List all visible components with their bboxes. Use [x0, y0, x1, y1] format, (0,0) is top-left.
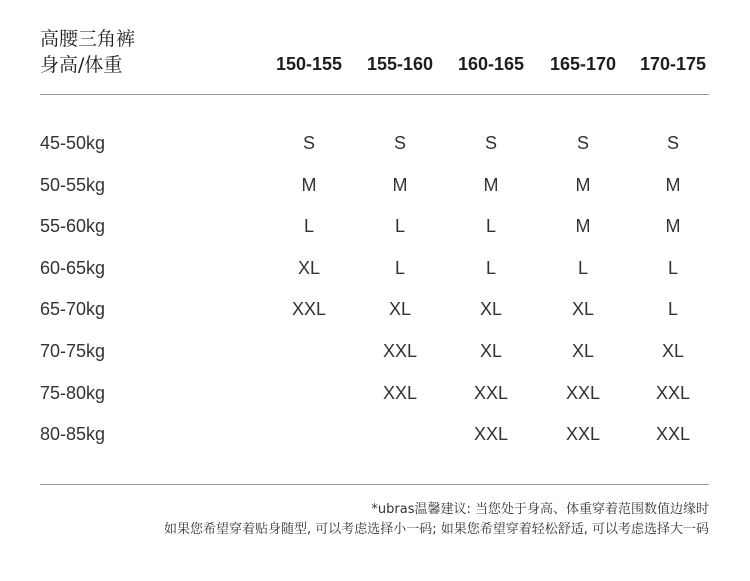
note-line-1: *ubras温馨建议: 当您处于身高、体重穿着范围数值边缘时 — [371, 502, 709, 517]
weight-row-label: 70-75kg — [40, 341, 106, 361]
size-cell: L — [485, 258, 496, 278]
size-cell: M — [483, 175, 499, 195]
size-cell: M — [665, 216, 681, 236]
height-column-header: 150-155 — [275, 54, 343, 74]
size-cell: XXL — [473, 424, 509, 444]
product-name: 高腰三角裤 — [40, 28, 136, 50]
weight-row-label: 80-85kg — [40, 424, 106, 444]
size-cell: L — [577, 258, 588, 278]
size-cell: XL — [571, 341, 595, 361]
size-cell: M — [301, 175, 317, 195]
note-line-2: 如果您希望穿着贴身随型, 可以考虑选择小一码; 如果您希望穿着轻松舒适, 可以考虑选择大一码 — [163, 522, 709, 537]
size-cell: S — [302, 133, 315, 153]
size-cell: XXL — [565, 383, 601, 403]
height-column-header: 165-170 — [549, 54, 617, 74]
size-cell: XXL — [655, 383, 691, 403]
size-cell: XXL — [473, 383, 509, 403]
size-cell: XL — [661, 341, 685, 361]
size-cell: S — [393, 133, 406, 153]
weight-row-label: 75-80kg — [40, 383, 106, 403]
size-cell: L — [394, 216, 405, 236]
size-cell: L — [667, 258, 678, 278]
axis-header: 身高/体重 — [40, 54, 123, 76]
size-cell: L — [667, 299, 678, 319]
weight-row-label: 60-65kg — [40, 258, 106, 278]
height-column-header: 170-175 — [639, 54, 707, 74]
size-cell: XL — [479, 341, 503, 361]
size-cell: M — [665, 175, 681, 195]
size-cell: S — [484, 133, 497, 153]
footer-divider — [40, 484, 709, 485]
size-cell: M — [392, 175, 408, 195]
size-cell: L — [394, 258, 405, 278]
size-cell: M — [575, 216, 591, 236]
size-cell: XXL — [382, 341, 418, 361]
size-cell: XXL — [655, 424, 691, 444]
size-cell: XL — [571, 299, 595, 319]
weight-row-label: 65-70kg — [40, 299, 106, 319]
height-column-header: 160-165 — [457, 54, 525, 74]
height-column-header: 155-160 — [366, 54, 434, 74]
size-cell: S — [666, 133, 679, 153]
header-divider — [40, 94, 709, 95]
size-cell: XXL — [565, 424, 601, 444]
size-cell: M — [575, 175, 591, 195]
size-cell: XL — [297, 258, 321, 278]
size-cell: XL — [479, 299, 503, 319]
weight-row-label: 50-55kg — [40, 175, 106, 195]
size-cell: L — [303, 216, 314, 236]
weight-row-label: 45-50kg — [40, 133, 106, 153]
size-cell: S — [576, 133, 589, 153]
weight-row-label: 55-60kg — [40, 216, 106, 236]
chart-title — [40, 26, 135, 78]
size-cell: XXL — [382, 383, 418, 403]
size-cell: XXL — [291, 299, 327, 319]
size-cell: L — [485, 216, 496, 236]
size-cell: XL — [388, 299, 412, 319]
